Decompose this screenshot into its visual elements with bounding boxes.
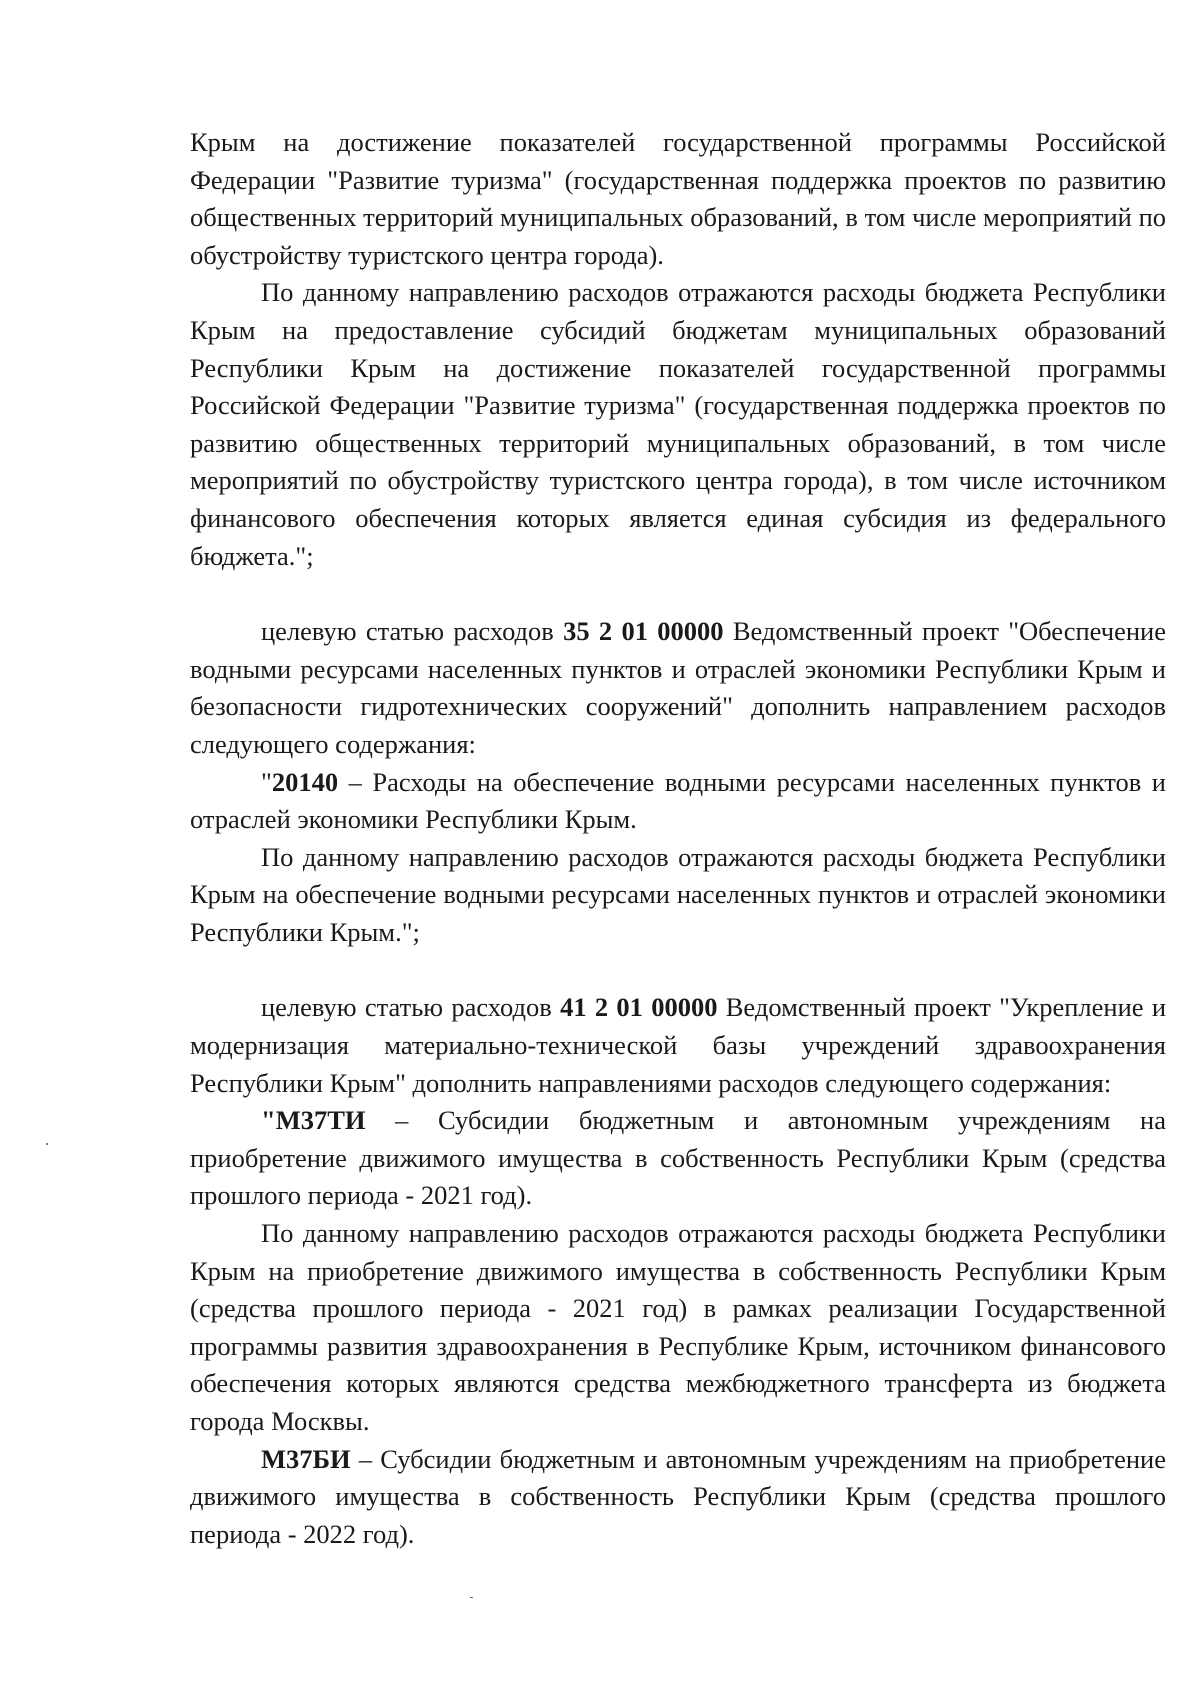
paragraph-gap bbox=[190, 951, 1166, 989]
budget-code: 41 2 01 00000 bbox=[560, 992, 718, 1023]
paragraph-rest: Ведомственный проект "Укрепление и модернизация материально-технической базы учреждений здравоохранения Республики Крым" дополнить направлениями расходов следующего содержания: bbox=[190, 992, 1167, 1098]
budget-code: 20140 bbox=[271, 766, 339, 797]
paragraph-rest: – Субсидии бюджетным и автономным учреждениям на приобретение движимого имущества в собственность Республики Крым (средства прошлого периода - 2022 год). bbox=[190, 1443, 1166, 1549]
document-body bbox=[190, 124, 1166, 1553]
paragraph-lead: целевую статью расходов bbox=[261, 992, 561, 1023]
paragraph-rest: – Субсидии бюджетным и автономным учреждениям на приобретение движимого имущества в собственность Республики Крым (средства прошлого периода - 2021 год). bbox=[190, 1105, 1166, 1211]
scan-speck bbox=[46, 1143, 48, 1145]
budget-code: М37БИ bbox=[261, 1443, 351, 1474]
paragraph-expense-direction bbox=[190, 764, 1166, 839]
paragraph-lead: " bbox=[261, 766, 272, 797]
paragraph-continuation: Крым на достижение показателей государственной программы Российской Федерации "Развитие туризма" (государственная поддержка проектов по развитию общественных территорий муниципальных образований, в том числе мероприятий по обустройству туристского центра города). bbox=[190, 127, 1166, 270]
paragraph-rest: Ведомственный проект "Обеспечение водными ресурсами населенных пунктов и отраслей экономики Республики Крым и безопасности гидротехнических сооружений" дополнить направлением расходов следующего содержания: bbox=[190, 616, 1166, 759]
paragraph-expense-direction bbox=[190, 1441, 1166, 1554]
paragraph-rest: – Расходы на обеспечение водными ресурсами населенных пунктов и отраслей экономики Республики Крым. bbox=[190, 766, 1166, 835]
paragraph-lead: целевую статью расходов bbox=[261, 616, 564, 647]
paragraph-description: По данному направлению расходов отражаются расходы бюджета Республики Крым на приобретение движимого имущества в собственность Республики Крым (средства прошлого периода - 2021 год) в рамках реализации Государственной программы развития здравоохранения в Республике Крым, источником финансового обеспечения которых являются средства межбюджетного трансферта из бюджета города Москвы. bbox=[190, 1218, 1166, 1436]
paragraph-target-article bbox=[190, 613, 1166, 763]
budget-code: "М37ТИ bbox=[261, 1105, 366, 1136]
paragraph-target-article bbox=[190, 989, 1166, 1102]
paragraph-expense-direction bbox=[190, 1102, 1166, 1215]
scan-speck bbox=[470, 1597, 473, 1598]
paragraph-description: По данному направлению расходов отражаются расходы бюджета Республики Крым на обеспечение водными ресурсами населенных пунктов и отраслей экономики Республики Крым."; bbox=[190, 841, 1166, 947]
paragraph-gap bbox=[190, 575, 1166, 613]
paragraph-description: По данному направлению расходов отражаются расходы бюджета Республики Крым на предоставление субсидий бюджетам муниципальных образований Республики Крым на достижение показателей государственной программы Российской Федерации "Развитие туризма" (государственная поддержка проектов по развитию общественных территорий муниципальных образований, в том числе мероприятий по обустройству туристского центра города), в том числе источником финансового обеспечения которых является единая субсидия из федерального бюджета."; bbox=[190, 277, 1166, 571]
budget-code: 35 2 01 00000 bbox=[563, 616, 724, 647]
